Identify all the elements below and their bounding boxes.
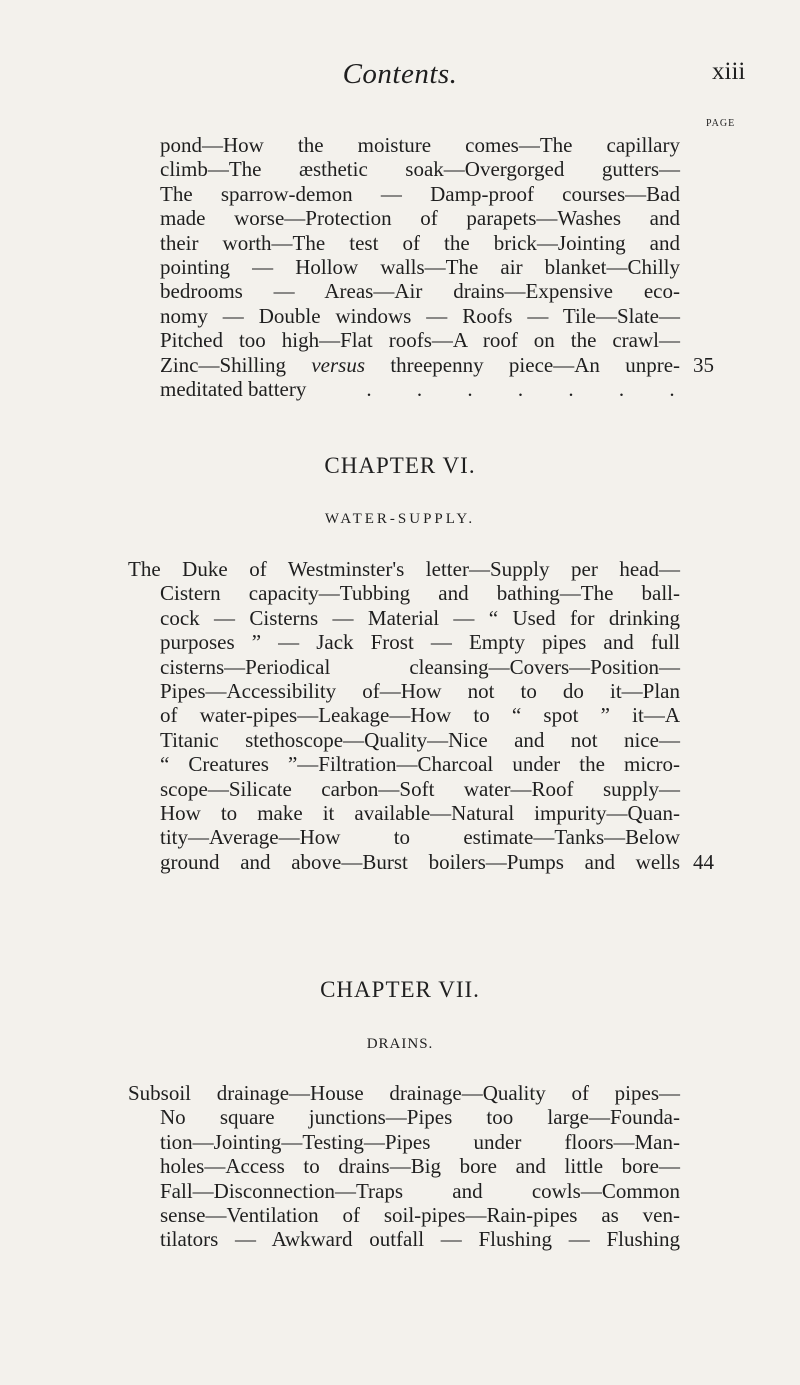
entry-line: bedrooms — Areas—Air drains—Expensive eco-: [160, 279, 680, 304]
entry-line: sense—Ventilation of soil-pipes—Rain-pipes as ven-: [160, 1203, 680, 1228]
entry-line: scope—Silicate carbon—Soft water—Roof supply—: [160, 776, 680, 801]
entry-line: ground and above—Burst boilers—Pumps and wells: [160, 849, 680, 874]
chapter-contents: [128, 1081, 680, 1252]
chapter-subtitle: DRAINS.: [366, 1036, 434, 1052]
entry-line: tilators — Awkward outfall — Flushing — Flushing: [160, 1227, 680, 1252]
entry-line: “ Creatures ”—Filtration—Charcoal under the micro-: [160, 752, 680, 777]
entry-italic-text: versus: [311, 352, 365, 377]
entry-line: Pipes—Accessibility of—How not to do it—Plan: [160, 679, 680, 704]
entry-line: No square junctions—Pipes too large—Founda-: [160, 1105, 680, 1130]
entry-line: Subsoil drainage—House drainage—Quality of pipes—: [128, 1081, 680, 1105]
dot-leader: . . . . . . .: [366, 377, 695, 402]
entry-line: made worse—Protection of parapets—Washes and: [160, 206, 680, 231]
entry-line: pointing — Hollow walls—The air blanket—Chilly: [160, 255, 680, 280]
entry-line: How to make it available—Natural impurity—Quan-: [160, 801, 680, 826]
entry-line: Pitched too high—Flat roofs—A roof on the crawl—: [160, 328, 680, 353]
running-header-title: Contents.: [342, 58, 458, 90]
entry-line: their worth—The test of the brick—Jointing and: [160, 230, 680, 255]
entry-line: pond—How the moisture comes—The capillary: [160, 133, 680, 157]
contents-entry-continued: [160, 133, 695, 402]
entry-line: Fall—Disconnection—Traps and cowls—Common: [160, 1178, 680, 1203]
chapter-heading: CHAPTER VII.: [320, 977, 480, 1002]
page-column-label: PAGE: [706, 118, 736, 129]
entry-line: climb—The æsthetic soak—Overgorged gutters—: [160, 157, 680, 182]
entry-text: threepenny piece—An unpre-: [390, 352, 681, 377]
entry-line: of water-pipes—Leakage—How to “ spot ” it—A: [160, 703, 680, 728]
entry-line: nomy — Double windows — Roofs — Tile—Slate—: [160, 303, 680, 328]
entry-text: meditated battery: [160, 377, 307, 402]
entry-line: tity—Average—How to estimate—Tanks—Below: [160, 825, 680, 850]
chapter-contents: [128, 557, 680, 874]
entry-line: The Duke of Westminster's letter—Supply per head—: [128, 557, 680, 581]
entry-page-number: 35: [693, 353, 714, 377]
entry-line: The sparrow-demon — Damp-proof courses—Bad: [160, 181, 680, 206]
entry-line: [160, 353, 680, 377]
entry-line: Cistern capacity—Tubbing and bathing—The ball-: [160, 581, 680, 606]
entry-line: tion—Jointing—Testing—Pipes under floors—Man-: [160, 1129, 680, 1154]
entry-line: cock — Cisterns — Material — “ Used for drinking: [160, 605, 680, 630]
entry-line: purposes ” — Jack Frost — Empty pipes and full: [160, 630, 680, 655]
chapter-subtitle: WATER-SUPPLY.: [324, 511, 476, 527]
entry-line: Titanic stethoscope—Quality—Nice and not nice—: [160, 727, 680, 752]
entry-page-number: 44: [693, 850, 714, 874]
entry-line: holes—Access to drains—Big bore and little bore—: [160, 1154, 680, 1179]
entry-line: cisterns—Periodical cleansing—Covers—Position—: [160, 654, 680, 679]
page-number: xiii: [712, 58, 746, 85]
entry-line: [160, 377, 695, 402]
chapter-heading: CHAPTER VI.: [324, 453, 476, 478]
entry-text: Zinc—Shilling: [160, 352, 286, 377]
